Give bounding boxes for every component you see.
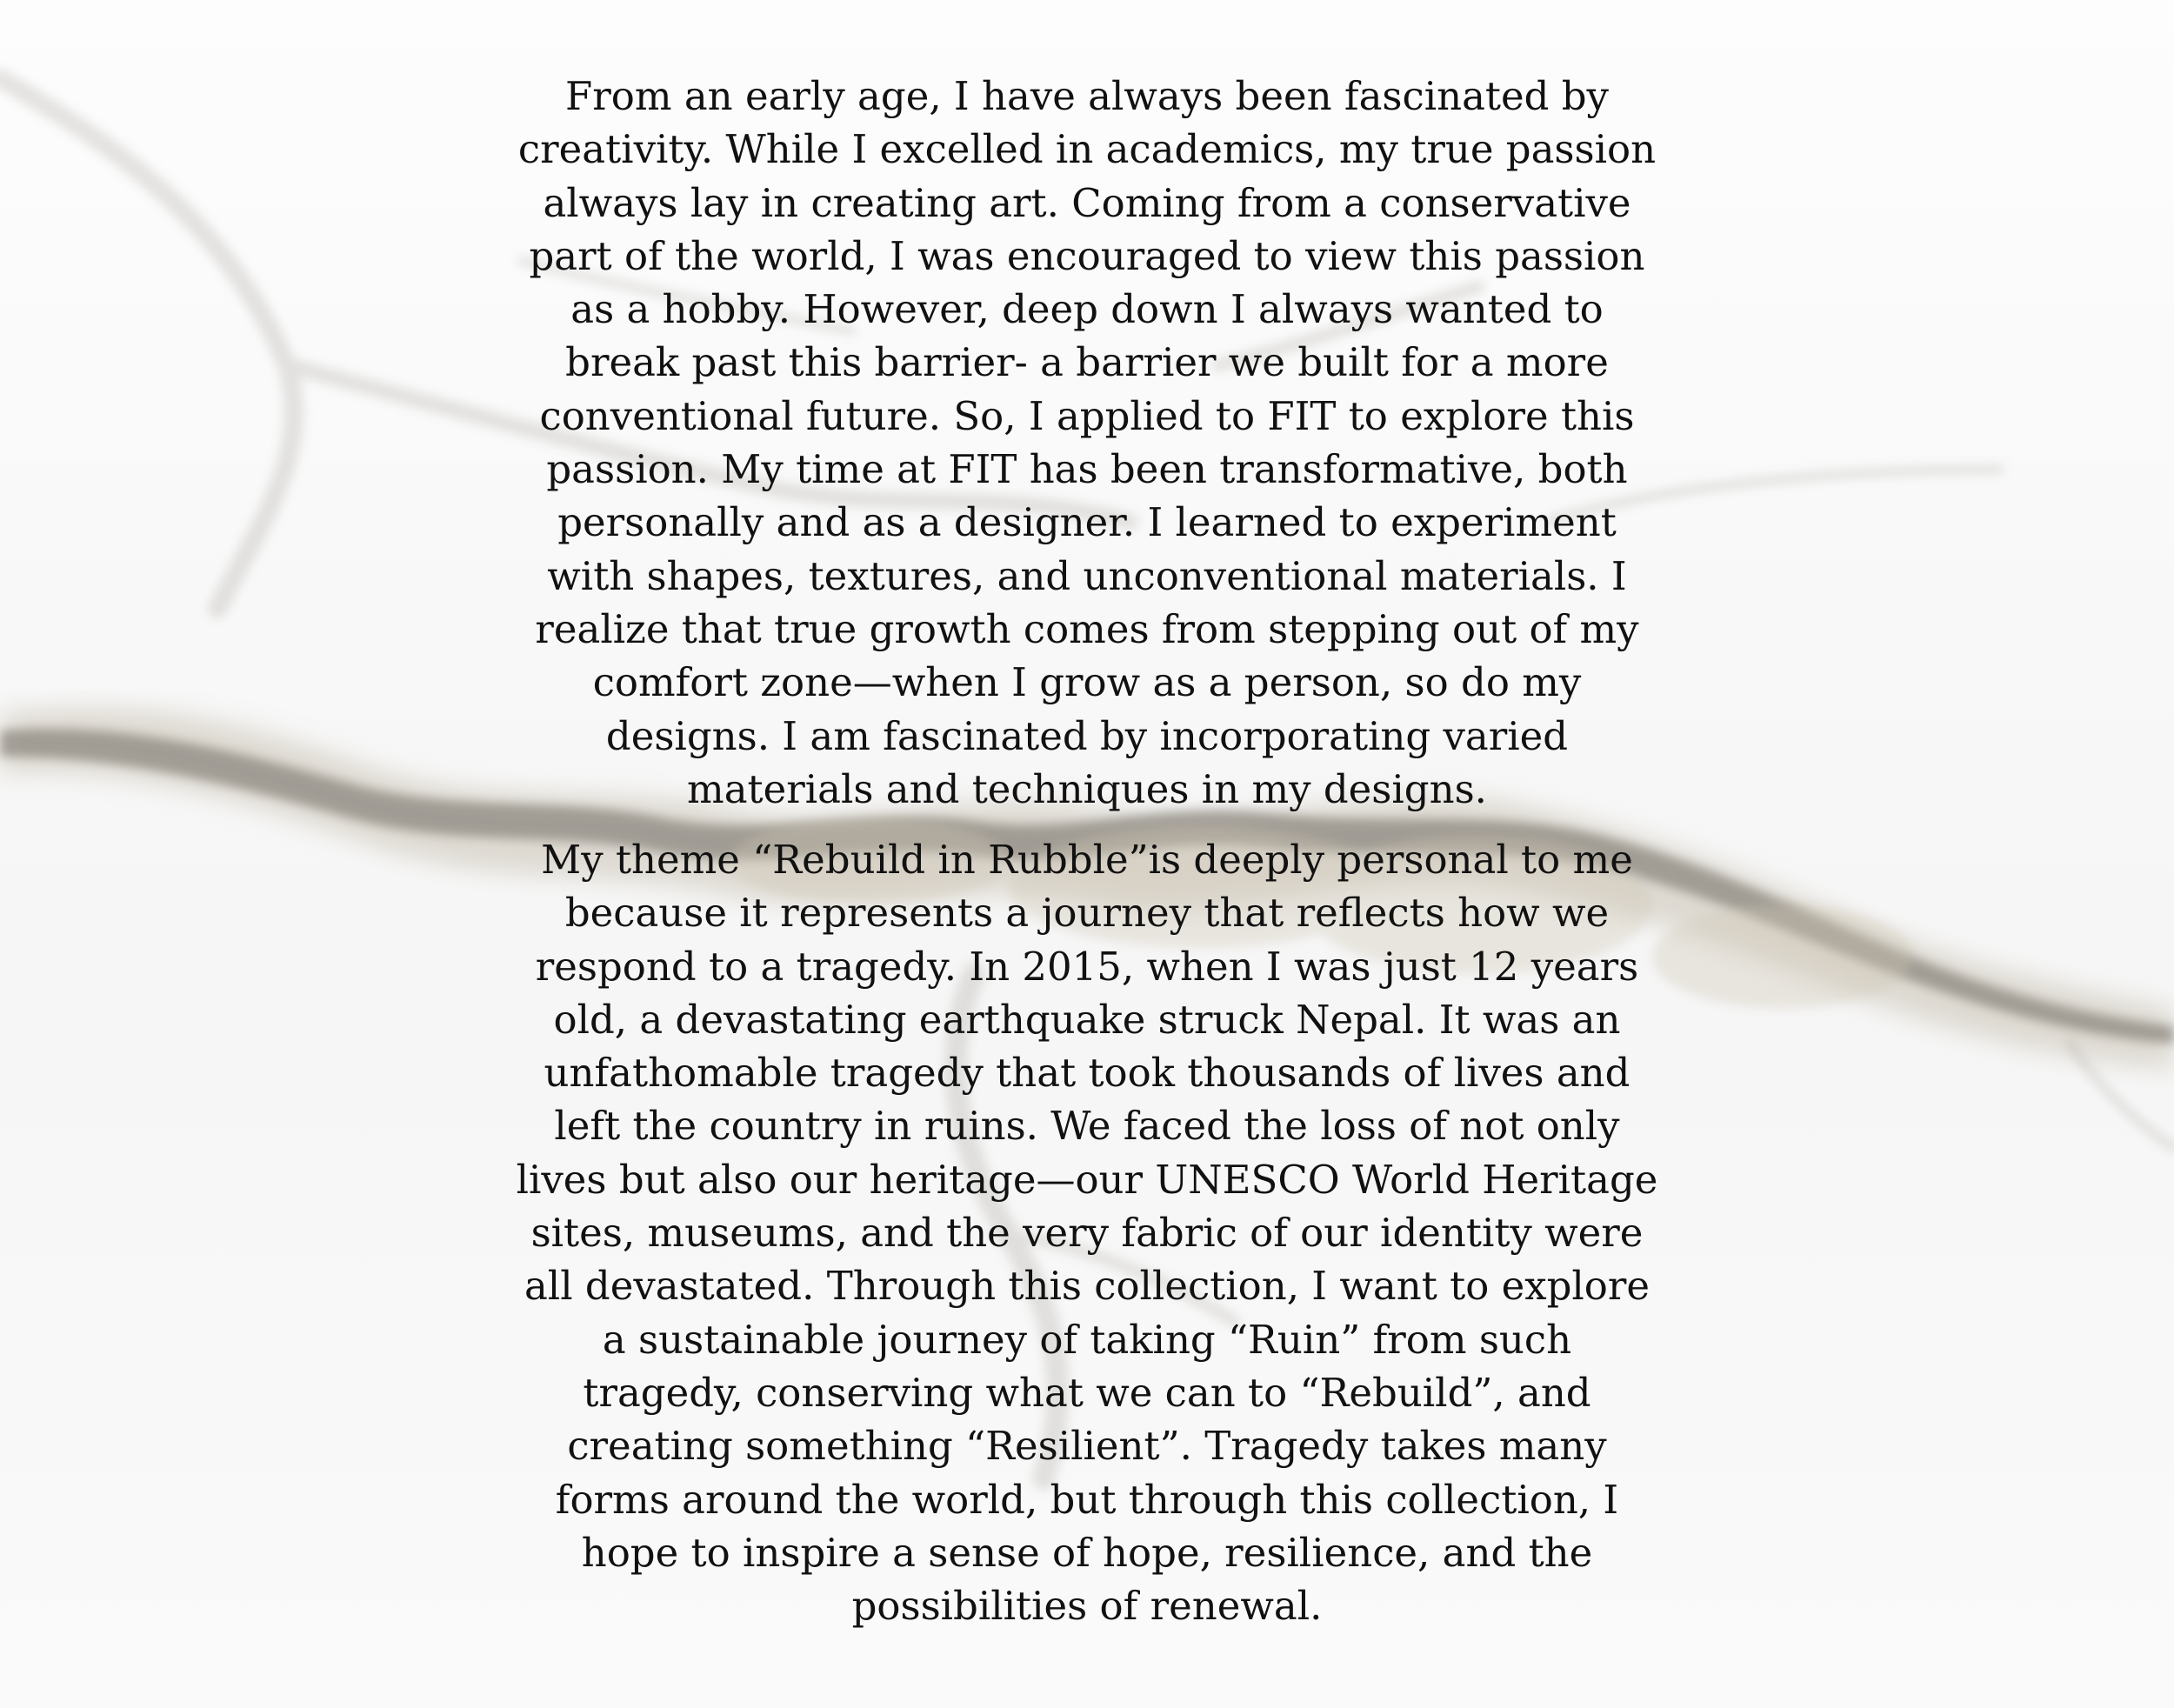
text-line: tragedy, conserving what we can to “Rebuild”, and — [583, 1369, 1591, 1416]
text-line: creating something “Resilient”. Tragedy takes many — [567, 1423, 1607, 1470]
text-line: passion. My time at FIT has been transformative, both — [546, 446, 1628, 493]
text-line: because it represents a journey that reflects how we — [564, 890, 1610, 937]
text-line: left the country in ruins. We faced the loss of not only — [554, 1103, 1620, 1150]
text-line: a sustainable journey of taking “Ruin” from such — [602, 1316, 1572, 1363]
text-line: My theme “Rebuild in Rubble”is deeply personal to me — [541, 837, 1633, 883]
text-line: old, a devastating earthquake struck Nepal. It was an — [553, 996, 1621, 1043]
text-line: as a hobby. However, deep down I always wanted to — [570, 286, 1604, 333]
text-line: part of the world, I was encouraged to view this passion — [529, 232, 1645, 279]
text-line: realize that true growth comes from stepping out of my — [535, 605, 1639, 652]
paragraph-1 — [470, 70, 1704, 816]
text-line: designs. I am fascinated by incorporating varied — [605, 712, 1569, 759]
text-line: always lay in creating art. Coming from a conservative — [543, 179, 1631, 226]
text-line: From an early age, I have always been fascinated by — [565, 73, 1609, 119]
text-line: forms around the world, but through this collection, I — [555, 1476, 1619, 1523]
text-line: break past this barrier- a barrier we built for a more — [565, 339, 1609, 386]
text-line: all devastated. Through this collection, I want to explore — [523, 1263, 1651, 1310]
text-line: lives but also our heritage—our UNESCO World Heritage — [516, 1156, 1658, 1203]
text-line: conventional future. So, I applied to FIT to explore this — [539, 392, 1635, 439]
text-line: sites, museums, and the very fabric of our identity were — [530, 1210, 1644, 1257]
text-line: materials and techniques in my designs. — [687, 765, 1487, 812]
text-line: comfort zone—when I grow as a person, so do my — [592, 659, 1582, 706]
text-line: possibilities of renewal. — [851, 1583, 1323, 1630]
text-line: creativity. While I excelled in academics, my true passion — [517, 126, 1657, 173]
text-line: unfathomable tragedy that took thousands of lives and — [544, 1050, 1630, 1097]
text-line: hope to inspire a sense of hope, resilience, and the — [581, 1529, 1593, 1576]
text-line: personally and as a designer. I learned to experiment — [557, 499, 1617, 546]
paragraph-2 — [470, 833, 1704, 1632]
text-line: with shapes, textures, and unconventional materials. I — [547, 552, 1627, 599]
text-line: respond to a tragedy. In 2015, when I was just 12 years — [535, 943, 1639, 990]
